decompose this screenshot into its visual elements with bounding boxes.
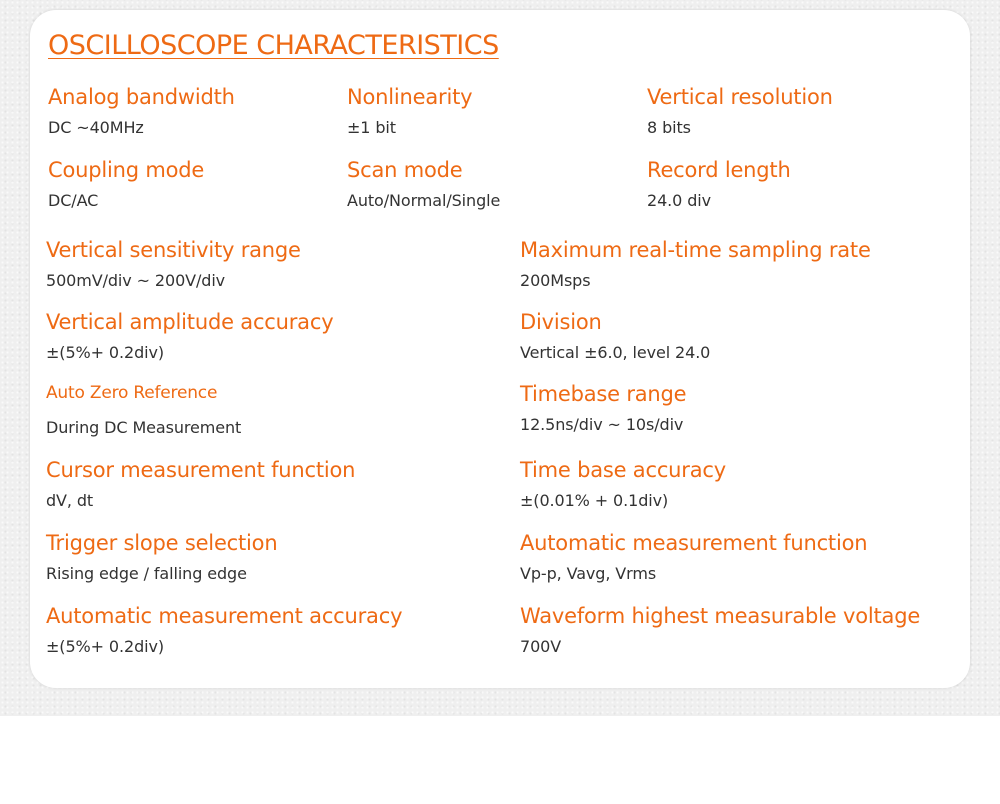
spec-value: 500mV/div ~ 200V/div [46, 271, 226, 290]
spec-trigger-slope-selection [46, 530, 277, 584]
spec-value: Vertical ±6.0, level 24.0 [520, 343, 711, 362]
spec-auto-zero-reference [46, 380, 241, 438]
spec-label: Timebase range [520, 382, 687, 406]
spec-label: Automatic measurement accuracy [46, 604, 403, 628]
spec-label: Division [520, 310, 602, 334]
spec-value: 700V [520, 637, 562, 656]
spec-timebase-range [520, 381, 686, 435]
spec-label: Trigger slope selection [46, 531, 278, 555]
spec-nonlinearity [347, 84, 472, 138]
spec-label: Nonlinearity [347, 85, 473, 109]
spec-value: 12.5ns/div ~ 10s/div [520, 415, 684, 434]
spec-value: DC ~40MHz [48, 118, 144, 137]
spec-vertical-sensitivity-range [46, 237, 301, 291]
spec-label: Vertical amplitude accuracy [46, 310, 334, 334]
spec-value: During DC Measurement [46, 418, 242, 437]
spec-label: Analog bandwidth [48, 85, 235, 109]
spec-automatic-measurement-accuracy [46, 603, 402, 657]
spec-division [520, 309, 710, 363]
spec-coupling-mode [48, 157, 204, 211]
spec-value: Rising edge / falling edge [46, 564, 247, 583]
spec-label: Waveform highest measurable voltage [520, 604, 921, 628]
spec-waveform-highest-voltage [520, 603, 920, 657]
spec-value: DC/AC [48, 191, 99, 210]
spec-cursor-measurement-function [46, 457, 355, 511]
spec-value: 8 bits [647, 118, 691, 137]
spec-label: Auto Zero Reference [46, 383, 218, 403]
spec-label: Time base accuracy [520, 458, 726, 482]
spec-label: Maximum real-time sampling rate [520, 238, 871, 262]
spec-label: Coupling mode [48, 158, 205, 182]
spec-label: Record length [647, 158, 791, 182]
spec-label: Vertical sensitivity range [46, 238, 301, 262]
spec-maximum-sampling-rate [520, 237, 871, 291]
spec-label: Vertical resolution [647, 85, 833, 109]
spec-record-length [647, 157, 791, 211]
spec-vertical-resolution [647, 84, 833, 138]
spec-scan-mode [347, 157, 500, 211]
spec-value: 200Msps [520, 271, 591, 290]
spec-analog-bandwidth [48, 84, 235, 138]
spec-label: Scan mode [347, 158, 463, 182]
spec-vertical-amplitude-accuracy [46, 309, 333, 363]
spec-label: Cursor measurement function [46, 458, 356, 482]
spec-label: Automatic measurement function [520, 531, 868, 555]
spec-value: ±(5%+ 0.2div) [46, 637, 164, 656]
spec-value: ±(5%+ 0.2div) [46, 343, 164, 362]
spec-time-base-accuracy [520, 457, 726, 511]
spec-value: dV, dt [46, 491, 94, 510]
spec-value: ±1 bit [347, 118, 396, 137]
spec-automatic-measurement-function [520, 530, 867, 584]
page-title: OSCILLOSCOPE CHARACTERISTICS [48, 30, 499, 61]
spec-value: Auto/Normal/Single [347, 191, 501, 210]
spec-value: 24.0 div [647, 191, 711, 210]
spec-value: ±(0.01% + 0.1div) [520, 491, 669, 510]
spec-value: Vp-p, Vavg, Vrms [520, 564, 657, 583]
